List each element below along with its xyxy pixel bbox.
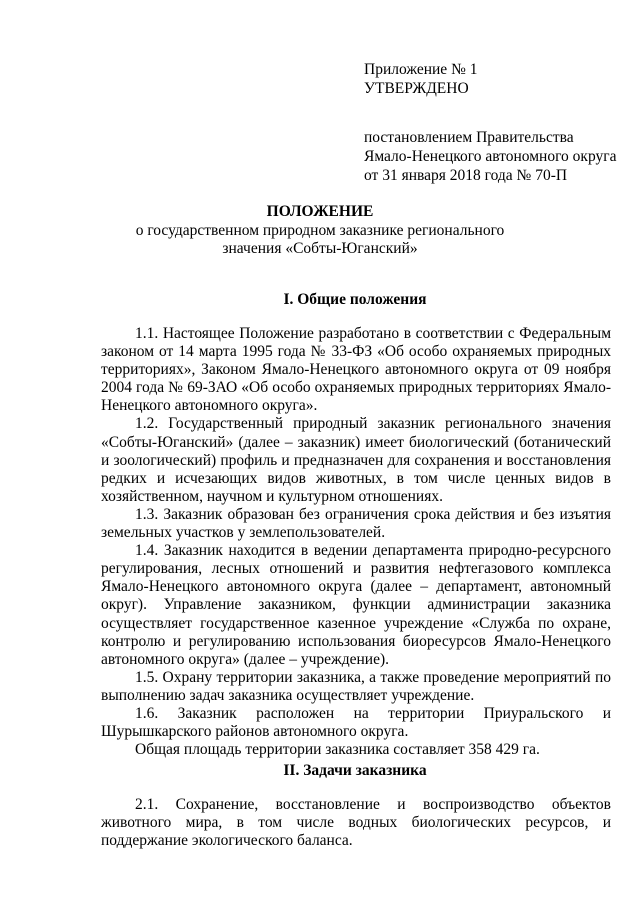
paragraph-total-area: Общая площадь территории заказника составляет 358 429 га. [135, 741, 540, 759]
paragraph-1-3: 1.3. Заказник образован без ограничения срока действия и без изъятия земельных участков у землепользователей. [101, 505, 611, 542]
document-subtitle-line-1: о государственном природном заказнике регионального [135, 222, 505, 239]
decree-line-2: Ямало-Ненецкого автономного округа [364, 148, 617, 165]
paragraph-1-2: 1.2. Государственный природный заказник регионального значения «Собты-Юганский» (далее – заказник) имеет биологический (ботанический и зоологический) профиль и предназначен для сохранения и восстановления редких и исчезающих видов животных, в том числе ценных видов в хозяйственном, научном и культурном отношениях. [101, 415, 611, 505]
paragraph-1-1: 1.1. Настоящее Положение разработано в соответствии с Федеральным законом от 14 марта 1995 года № 33-ФЗ «Об особо охраняемых природных территориях», Законом Ямало-Ненецкого автономного округа от 09 ноября 2004 года № 69-ЗАО «Об особо охраняемых природных территориях Ямало-Ненецкого автономного округа». [101, 325, 611, 415]
document-subtitle-line-2: значения «Собты-Юганский» [222, 240, 418, 257]
section-1-body [101, 325, 611, 759]
document-title-block [0, 203, 640, 258]
document-title: ПОЛОЖЕНИЕ [266, 203, 374, 220]
section-2-heading: II. Задачи заказника [283, 762, 427, 779]
approved-label: УТВЕРЖДЕНО [364, 80, 469, 97]
paragraph-1-4: 1.4. Заказник находится в ведении департамента природно-ресурсного регулирования, лесных отношений и развития нефтегазового комплекса Ямало-Ненецкого автономного округа (далее – департамент, автономный округ). Управление заказником, функции администрации заказника осуществляет государственное казенное учреждение «Служба по охране, контролю и регулированию использования биоресурсов Ямало-Ненецкого автономного округа» (далее – учреждение). [101, 542, 611, 668]
decree-line-1: постановлением Правительства [364, 129, 574, 146]
paragraph-1-5: 1.5. Охрану территории заказника, а также проведение мероприятий по выполнению задач заказника осуществляет учреждение. [101, 668, 611, 704]
appendix-label: Приложение № 1 [364, 61, 478, 78]
decree-line-3: от 31 января 2018 года № 70-П [364, 167, 568, 184]
paragraph-2-1: 2.1. Сохранение, восстановление и воспроизводство объектов животного мира, в том числе водных биологических ресурсов, и поддержание экологического баланса. [101, 796, 611, 850]
section-1-heading: I. Общие положения [283, 291, 427, 308]
paragraph-1-6: 1.6. Заказник расположен на территории Приуральского и Шурышкарского районов автономного округа. [101, 704, 611, 741]
section-2-body [101, 796, 611, 850]
approval-block [364, 60, 616, 185]
